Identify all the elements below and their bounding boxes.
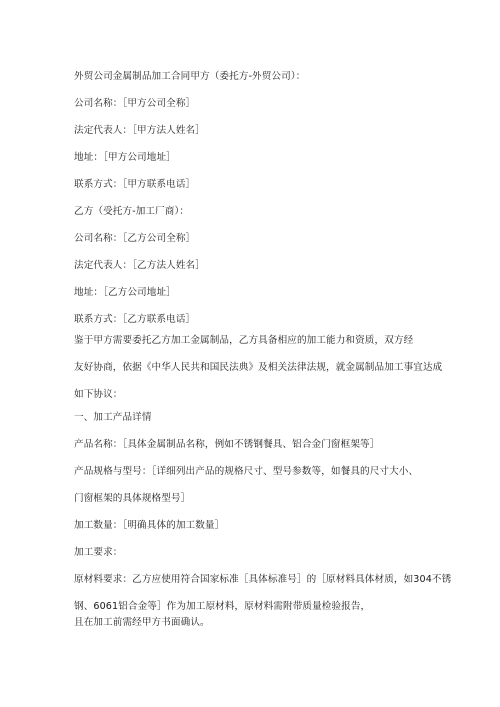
processing-quantity: 加工数量：［明确具体的加工数量］ (74, 520, 225, 531)
product-name: 产品名称：［具体金属制品名称，例如不锈钢餐具、铝合金门窗框架等］ (74, 439, 380, 450)
party-a-address: 地址：［甲方公司地址］ (74, 152, 176, 163)
party-b-address: 地址：［乙方公司地址］ (74, 287, 176, 298)
party-a-contact: 联系方式：［甲方联系电话］ (74, 179, 196, 190)
contract-title: 外贸公司金属制品加工合同甲方（委托方-外贸公司）： (74, 71, 306, 82)
preamble-line-3: 如下协议： (74, 389, 123, 400)
party-a-legal-rep: 法定代表人：［甲方法人姓名］ (74, 125, 205, 136)
section-1-heading: 一、加工产品详情 (74, 412, 152, 423)
preamble-line-1: 鉴于甲方需要委托乙方加工金属制品，乙方具备相应的加工能力和资质，双方经 (74, 335, 414, 346)
party-a-company-name: 公司名称：［甲方公司全称］ (74, 98, 196, 109)
party-b-legal-rep: 法定代表人：［乙方法人姓名］ (74, 260, 205, 271)
material-requirement-line-1: 原材料要求：乙方应使用符合国家标准［具体标准号］的［原材料具体材质，如304不锈 (74, 574, 452, 585)
preamble-line-2: 友好协商，依据《中华人民共和国民法典》及相关法律法规，就金属制品加工事宜达成 (74, 362, 443, 373)
processing-requirements-heading: 加工要求： (74, 547, 123, 558)
party-b-contact: 联系方式：［乙方联系电话］ (74, 314, 196, 325)
material-requirement-line-3: 且在加工前需经甲方书面确认。 (74, 617, 210, 628)
product-spec-line-2: 门窗框架的具体规格型号］ (74, 493, 191, 504)
party-b-heading: 乙方（受托方-加工厂商）： (74, 206, 190, 217)
material-requirement-line-2: 钢、6061铝合金等］作为加工原材料，原材料需附带质量检验报告， (74, 601, 371, 612)
product-spec-line-1: 产品规格与型号：［详细列出产品的规格尺寸、型号参数等，如餐具的尺寸大小、 (74, 466, 419, 477)
party-b-company-name: 公司名称：［乙方公司全称］ (74, 233, 196, 244)
